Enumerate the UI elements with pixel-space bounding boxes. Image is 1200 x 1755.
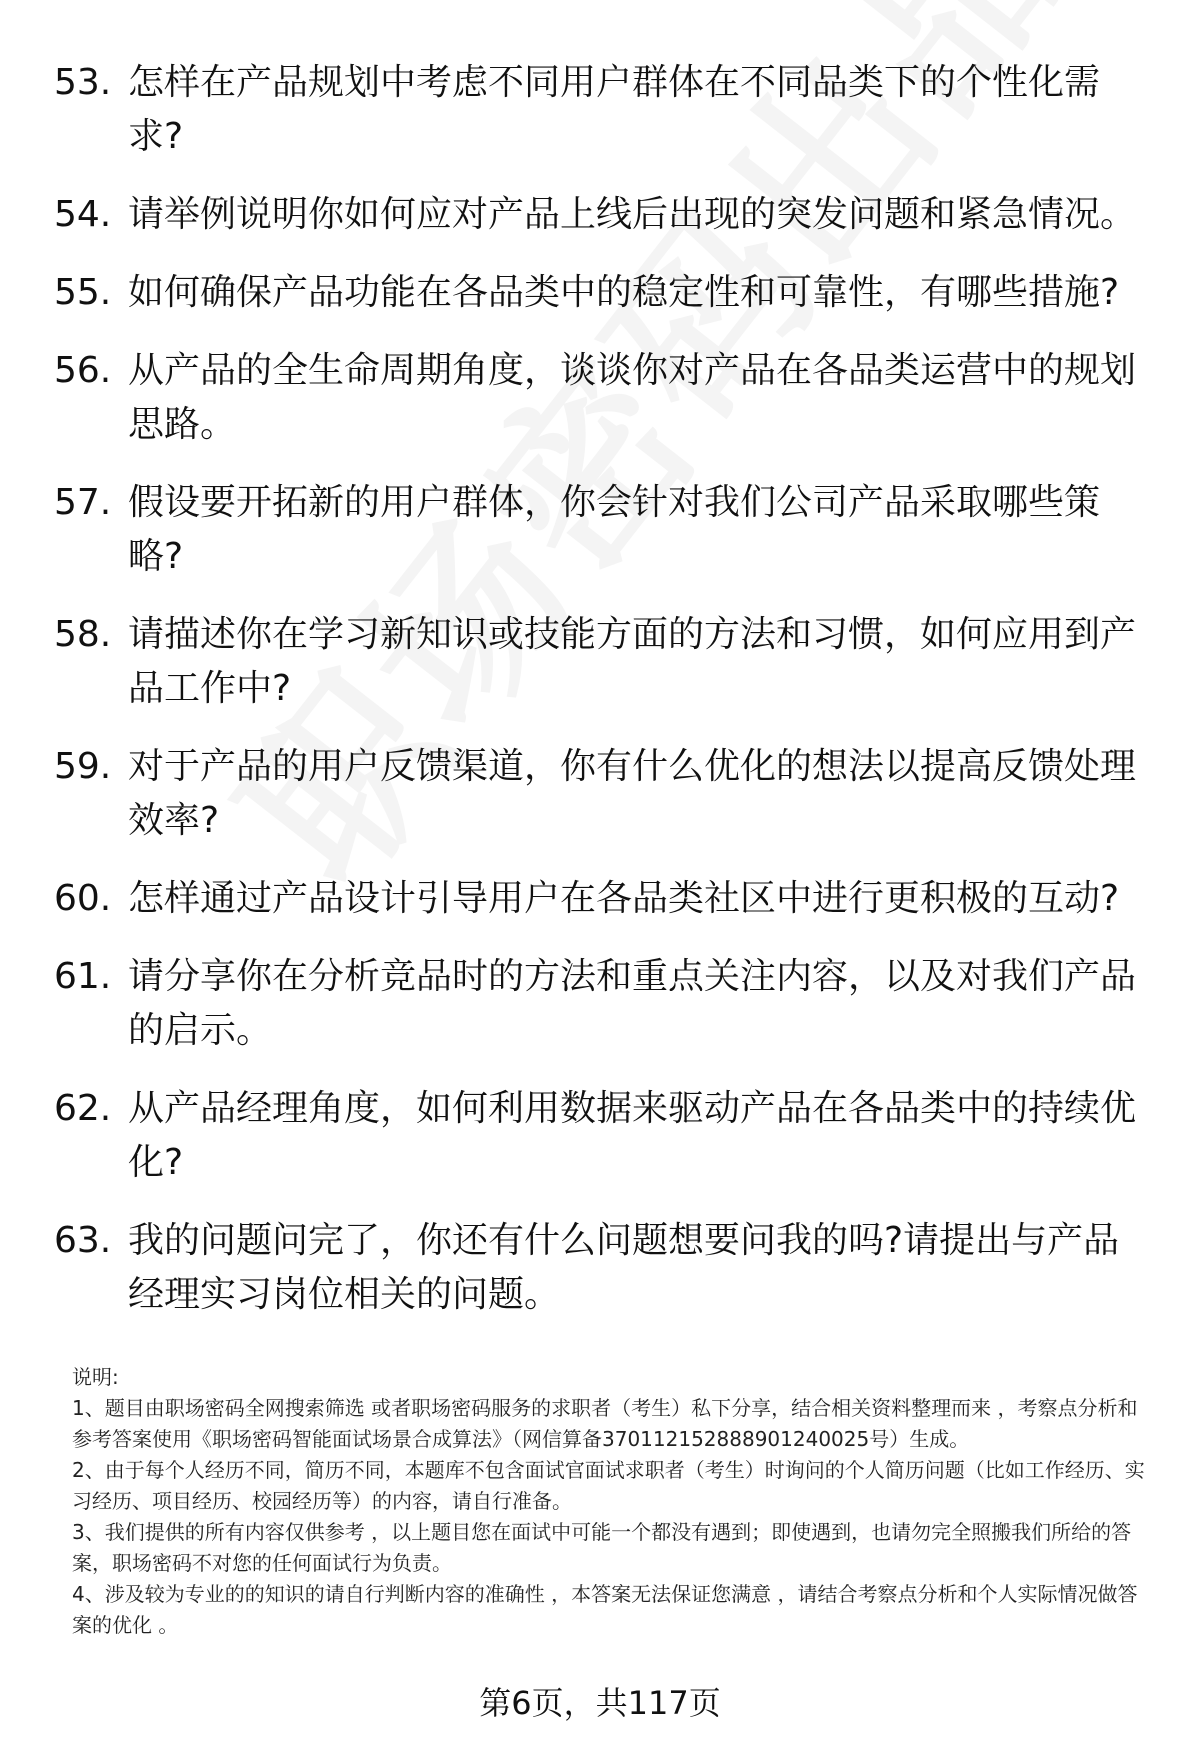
question-number: 57. [54,482,112,523]
question-list [54,56,1154,1346]
notes-section [72,1362,1152,1641]
question-item [54,266,1154,320]
question-text: 怎样在产品规划中考虑不同用户群体在不同品类下的个性化需求? [128,62,1101,157]
question-text: 假设要开拓新的用户群体，你会针对我们公司产品采取哪些策略? [128,482,1101,577]
question-text: 请描述你在学习新知识或技能方面的方法和习惯，如何应用到产品工作中? [128,614,1137,709]
question-number: 56. [54,350,112,391]
question-text: 从产品经理角度，如何利用数据来驱动产品在各品类中的持续优化? [128,1088,1137,1183]
question-item [54,1082,1154,1190]
question-item [54,950,1154,1058]
question-item [54,740,1154,848]
question-item [54,56,1154,164]
notes-heading: 说明: [72,1365,119,1389]
question-number: 59. [54,746,112,787]
question-number: 63. [54,1220,112,1261]
question-number: 53. [54,62,112,103]
question-number: 54. [54,194,112,235]
page-number: 第6页，共117页 [479,1684,721,1722]
question-item [54,608,1154,716]
question-text: 如何确保产品功能在各品类中的稳定性和可靠性，有哪些措施? [128,272,1120,313]
question-text: 怎样通过产品设计引导用户在各品类社区中进行更积极的互动? [128,878,1120,919]
question-text: 对于产品的用户反馈渠道，你有什么优化的想法以提高反馈处理效率? [128,746,1137,841]
question-number: 61. [54,956,112,997]
note-item: 3、我们提供的所有内容仅供参考 ，以上题目您在面试中可能一个都没有遇到；即使遇到，也请勿完全照搬我们所给的答案，职场密码不对您的任何面试行为负责。 [72,1520,1132,1575]
note-item: 1、题目由职场密码全网搜索筛选 或者职场密码服务的求职者（考生）私下分享，结合相关资料整理而来 ，考察点分析和参考答案使用《职场密码智能面试场景合成算法》（网信算备370112152888901240025号）生成。 [72,1396,1138,1451]
question-number: 55. [54,272,112,313]
question-item [54,188,1154,242]
question-item [54,872,1154,926]
question-item [54,344,1154,452]
question-item [54,476,1154,584]
question-number: 58. [54,614,112,655]
question-text: 请分享你在分析竞品时的方法和重点关注内容，以及对我们产品的启示。 [128,956,1137,1051]
question-item [54,1214,1154,1322]
note-item: 4、涉及较为专业的的知识的请自行判断内容的准确性 ，本答案无法保证您满意 ，请结合考察点分析和个人实际情况做答案的优化 。 [72,1582,1138,1637]
question-text: 请举例说明你如何应对产品上线后出现的突发问题和紧急情况。 [128,194,1137,235]
question-number: 60. [54,878,112,919]
question-text: 从产品的全生命周期角度，谈谈你对产品在各品类运营中的规划思路。 [128,350,1137,445]
question-number: 62. [54,1088,112,1129]
note-item: 2、由于每个人经历不同，简历不同，本题库不包含面试官面试求职者（考生）时询问的个人简历问题（比如工作经历、实习经历、项目经历、校园经历等）的内容，请自行准备。 [72,1458,1145,1513]
question-text: 我的问题问完了，你还有什么问题想要问我的吗?请提出与产品经理实习岗位相关的问题。 [128,1220,1120,1315]
